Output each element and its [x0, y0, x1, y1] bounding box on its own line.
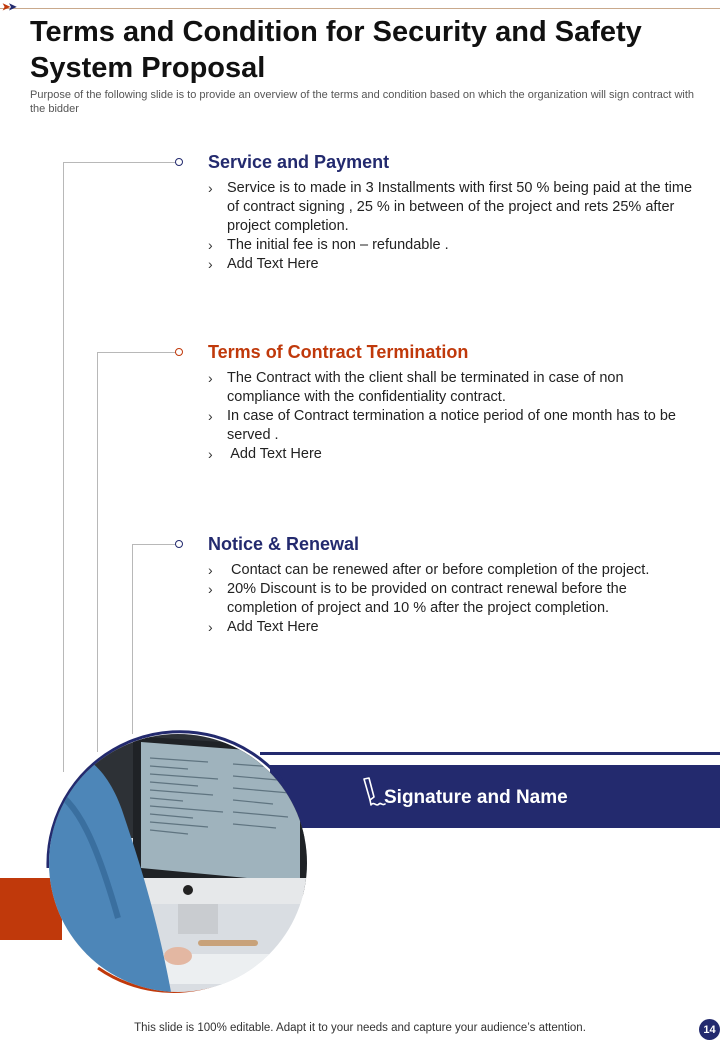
top-rule: [0, 8, 720, 9]
chevron-arrows-icon: ➤➤: [2, 2, 15, 13]
list-item-text: The initial fee is non – refundable .: [227, 237, 449, 253]
chevron-right-icon: ›: [208, 446, 213, 462]
list-item-text: 20% Discount is to be provided on contract renewal before the completion of project and 10 % after the project completion.: [227, 581, 627, 616]
list-item-text: Add Text Here: [227, 619, 319, 635]
list-item-text: Contact can be renewed after or before completion of the project.: [227, 562, 650, 578]
page-title: Terms and Condition for Security and Safety System Proposal: [30, 16, 642, 84]
navy-accent-line: [260, 752, 720, 755]
list-item-text: In case of Contract termination a notice period of one month has to be served .: [227, 408, 676, 443]
list-item-text: The Contract with the client shall be terminated in case of non compliance with the confidentiality contract.: [227, 370, 624, 405]
pen-icon: [358, 777, 386, 809]
connector-line-3-vertical: [132, 544, 133, 734]
list-item: [208, 580, 700, 618]
signature-label: Signature and Name: [384, 787, 568, 808]
list-item: [208, 618, 700, 637]
section-terms-of-contract-termination: [208, 341, 700, 464]
list-item: [208, 561, 700, 580]
chevron-right-icon: ›: [208, 256, 213, 272]
connector-line-1-vertical: [63, 162, 64, 772]
footer-note: This slide is 100% editable. Adapt it to your needs and capture your audience’s attention.: [134, 1022, 586, 1034]
page-number-badge: 14: [699, 1019, 720, 1040]
list-item-text: Add Text Here: [227, 446, 322, 462]
chevron-right-icon: ›: [208, 581, 213, 597]
chevron-right-icon: ›: [208, 370, 213, 386]
section-notice-and-renewal: [208, 533, 700, 637]
list-item-text: Add Text Here: [227, 256, 319, 272]
chevron-right-icon: ›: [208, 180, 213, 196]
section-heading: Notice & Renewal: [208, 534, 360, 554]
list-item-text: Service is to made in 3 Installments with first 50 % being paid at the time of contract signing , 25 % in between of the project and rets 25% after project completion.: [227, 180, 693, 234]
page-subtitle: Purpose of the following slide is to provide an overview of the terms and condition based on which the organization will sign contract with the bidder: [30, 89, 695, 115]
list-item: [208, 179, 700, 236]
section-service-and-payment: [208, 151, 700, 274]
computer-photo: [38, 718, 320, 1003]
connector-line-2-horizontal: [97, 352, 176, 353]
section-2-node-icon: [175, 348, 183, 356]
list-item: [208, 369, 700, 407]
list-item: [208, 407, 700, 445]
connector-line-1-horizontal: [63, 162, 176, 163]
list-item: [208, 255, 700, 274]
chevron-right-icon: ›: [208, 619, 213, 635]
chevron-right-icon: ›: [208, 237, 213, 253]
section-3-node-icon: [175, 540, 183, 548]
section-heading: Service and Payment: [208, 152, 390, 172]
signature-banner: [270, 765, 720, 828]
connector-line-2-vertical: [97, 352, 98, 752]
chevron-right-icon: ›: [208, 562, 213, 578]
list-item: [208, 445, 700, 464]
list-item: [208, 236, 700, 255]
section-heading: Terms of Contract Termination: [208, 342, 469, 362]
connector-line-3-horizontal: [132, 544, 176, 545]
section-1-node-icon: [175, 158, 183, 166]
chevron-right-icon: ›: [208, 408, 213, 424]
